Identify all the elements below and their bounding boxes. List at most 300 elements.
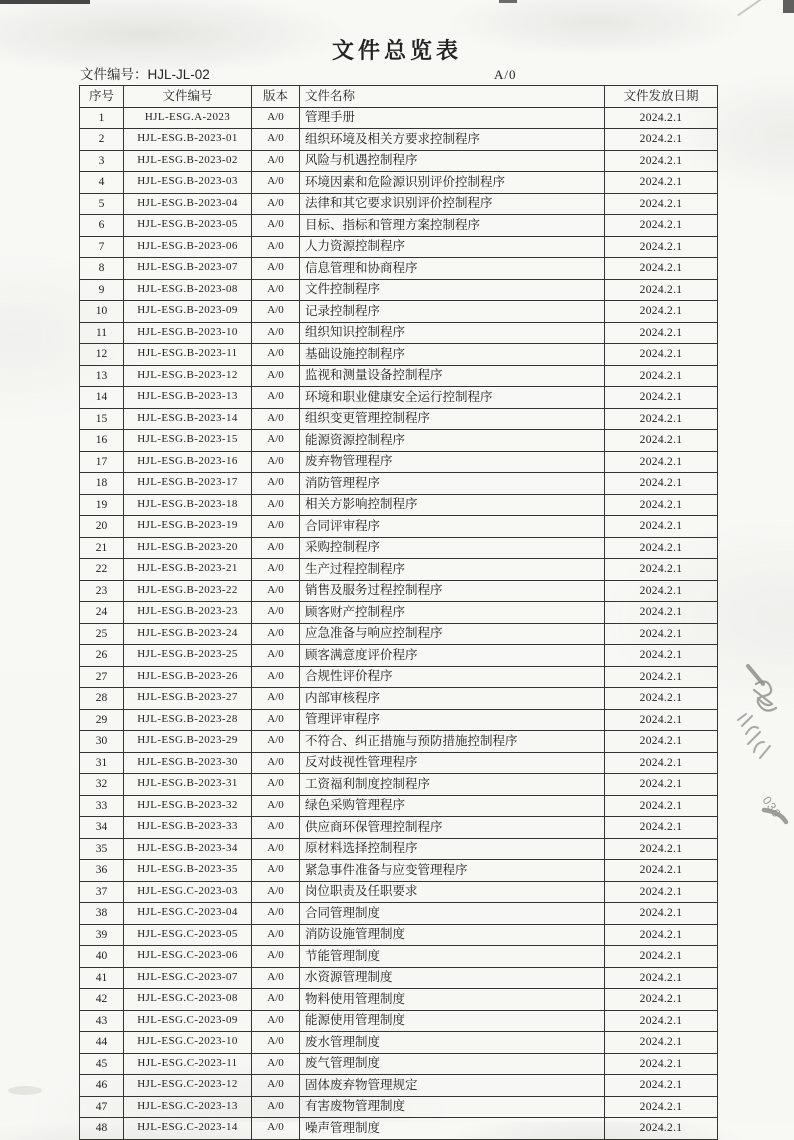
handwritten-mark bbox=[718, 632, 794, 842]
cell-seq: 22 bbox=[80, 559, 124, 581]
cell-version: A/0 bbox=[252, 193, 300, 215]
cell-version: A/0 bbox=[252, 1096, 300, 1118]
cell-version: A/0 bbox=[252, 258, 300, 280]
cell-doc-code: HJL-ESG.C-2023-10 bbox=[124, 1032, 252, 1054]
cell-version: A/0 bbox=[252, 387, 300, 409]
cell-version: A/0 bbox=[252, 408, 300, 430]
cell-seq: 5 bbox=[80, 193, 124, 215]
cell-version: A/0 bbox=[252, 1032, 300, 1054]
cell-doc-code: HJL-ESG.B-2023-19 bbox=[124, 516, 252, 538]
cell-seq: 35 bbox=[80, 838, 124, 860]
cell-version: A/0 bbox=[252, 752, 300, 774]
cell-seq: 31 bbox=[80, 752, 124, 774]
cell-doc-code: HJL-ESG.B-2023-09 bbox=[124, 301, 252, 323]
cell-doc-name: 基础设施控制程序 bbox=[300, 344, 605, 366]
cell-doc-code: HJL-ESG.B-2023-18 bbox=[124, 494, 252, 516]
cell-version: A/0 bbox=[252, 150, 300, 172]
cell-seq: 20 bbox=[80, 516, 124, 538]
table-header bbox=[80, 86, 718, 108]
cell-doc-code: HJL-ESG.C-2023-09 bbox=[124, 1010, 252, 1032]
column-header-version: 版本 bbox=[252, 86, 300, 108]
cell-doc-code: HJL-ESG.B-2023-20 bbox=[124, 537, 252, 559]
cell-release-date: 2024.2.1 bbox=[605, 150, 718, 172]
cell-doc-code: HJL-ESG.B-2023-08 bbox=[124, 279, 252, 301]
cell-doc-name: 能源资源控制程序 bbox=[300, 430, 605, 452]
cell-doc-code: HJL-ESG.B-2023-22 bbox=[124, 580, 252, 602]
cell-doc-name: 绿色采购管理程序 bbox=[300, 795, 605, 817]
cell-seq: 18 bbox=[80, 473, 124, 495]
cell-doc-code: HJL-ESG.B-2023-14 bbox=[124, 408, 252, 430]
cell-version: A/0 bbox=[252, 107, 300, 129]
scan-smudge bbox=[8, 1086, 42, 1095]
table-row bbox=[80, 1032, 718, 1054]
cell-version: A/0 bbox=[252, 494, 300, 516]
cell-seq: 43 bbox=[80, 1010, 124, 1032]
cell-version: A/0 bbox=[252, 623, 300, 645]
cell-version: A/0 bbox=[252, 301, 300, 323]
cell-doc-code: HJL-ESG.B-2023-24 bbox=[124, 623, 252, 645]
cell-version: A/0 bbox=[252, 946, 300, 968]
cell-doc-name: 风险与机遇控制程序 bbox=[300, 150, 605, 172]
cell-release-date: 2024.2.1 bbox=[605, 1075, 718, 1097]
cell-doc-name: 供应商环保管理控制程序 bbox=[300, 817, 605, 839]
page-title: 文件总览表 bbox=[331, 38, 462, 63]
cell-doc-name: 水资源管理制度 bbox=[300, 967, 605, 989]
cell-release-date: 2024.2.1 bbox=[605, 838, 718, 860]
table-row bbox=[80, 967, 718, 989]
cell-doc-name: 废弃物管理程序 bbox=[300, 451, 605, 473]
cell-version: A/0 bbox=[252, 881, 300, 903]
cell-doc-name: 顾客满意度评价程序 bbox=[300, 645, 605, 667]
cell-release-date: 2024.2.1 bbox=[605, 731, 718, 753]
cell-doc-code: HJL-ESG.B-2023-28 bbox=[124, 709, 252, 731]
cell-release-date: 2024.2.1 bbox=[605, 989, 718, 1011]
table-row bbox=[80, 1118, 718, 1140]
table-row bbox=[80, 236, 718, 258]
table-row bbox=[80, 924, 718, 946]
table-row bbox=[80, 279, 718, 301]
cell-doc-code: HJL-ESG.B-2023-32 bbox=[124, 795, 252, 817]
cell-doc-code: HJL-ESG.C-2023-13 bbox=[124, 1096, 252, 1118]
cell-doc-code: HJL-ESG.B-2023-05 bbox=[124, 215, 252, 237]
cell-doc-name: 工资福利制度控制程序 bbox=[300, 774, 605, 796]
cell-release-date: 2024.2.1 bbox=[605, 602, 718, 624]
cell-release-date: 2024.2.1 bbox=[605, 1053, 718, 1075]
cell-release-date: 2024.2.1 bbox=[605, 688, 718, 710]
cell-doc-code: HJL-ESG.B-2023-01 bbox=[124, 129, 252, 151]
cell-doc-name: 管理手册 bbox=[300, 107, 605, 129]
cell-seq: 19 bbox=[80, 494, 124, 516]
cell-seq: 33 bbox=[80, 795, 124, 817]
cell-doc-code: HJL-ESG.C-2023-12 bbox=[124, 1075, 252, 1097]
cell-seq: 26 bbox=[80, 645, 124, 667]
cell-seq: 41 bbox=[80, 967, 124, 989]
cell-doc-name: 废水管理制度 bbox=[300, 1032, 605, 1054]
revision-value: A/0 bbox=[494, 67, 517, 82]
cell-doc-name: 合同评审程序 bbox=[300, 516, 605, 538]
cell-seq: 21 bbox=[80, 537, 124, 559]
cell-version: A/0 bbox=[252, 322, 300, 344]
cell-version: A/0 bbox=[252, 365, 300, 387]
table-row bbox=[80, 430, 718, 452]
cell-seq: 3 bbox=[80, 150, 124, 172]
table-row bbox=[80, 215, 718, 237]
cell-release-date: 2024.2.1 bbox=[605, 408, 718, 430]
cell-release-date: 2024.2.1 bbox=[605, 645, 718, 667]
cell-version: A/0 bbox=[252, 688, 300, 710]
table-row bbox=[80, 473, 718, 495]
cell-version: A/0 bbox=[252, 344, 300, 366]
cell-version: A/0 bbox=[252, 1118, 300, 1140]
cell-seq: 30 bbox=[80, 731, 124, 753]
scan-edge-artifact bbox=[0, 0, 90, 4]
doc-number-label: 文件编号： bbox=[80, 67, 148, 82]
cell-release-date: 2024.2.1 bbox=[605, 279, 718, 301]
cell-version: A/0 bbox=[252, 559, 300, 581]
cell-doc-code: HJL-ESG.B-2023-31 bbox=[124, 774, 252, 796]
cell-version: A/0 bbox=[252, 215, 300, 237]
cell-doc-code: HJL-ESG.B-2023-30 bbox=[124, 752, 252, 774]
table-row bbox=[80, 365, 718, 387]
table-row bbox=[80, 946, 718, 968]
cell-release-date: 2024.2.1 bbox=[605, 365, 718, 387]
cell-doc-name: 内部审核程序 bbox=[300, 688, 605, 710]
cell-doc-name: 文件控制程序 bbox=[300, 279, 605, 301]
cell-release-date: 2024.2.1 bbox=[605, 236, 718, 258]
cell-doc-name: 原材料选择控制程序 bbox=[300, 838, 605, 860]
table-row bbox=[80, 860, 718, 882]
column-header-date: 文件发放日期 bbox=[605, 86, 718, 108]
cell-release-date: 2024.2.1 bbox=[605, 322, 718, 344]
cell-doc-code: HJL-ESG.C-2023-07 bbox=[124, 967, 252, 989]
column-header-name: 文件名称 bbox=[300, 86, 605, 108]
cell-doc-code: HJL-ESG.B-2023-16 bbox=[124, 451, 252, 473]
cell-release-date: 2024.2.1 bbox=[605, 946, 718, 968]
cell-doc-name: 反对歧视性管理程序 bbox=[300, 752, 605, 774]
cell-release-date: 2024.2.1 bbox=[605, 924, 718, 946]
cell-doc-name: 组织环境及相关方要求控制程序 bbox=[300, 129, 605, 151]
cell-doc-code: HJL-ESG.B-2023-10 bbox=[124, 322, 252, 344]
cell-version: A/0 bbox=[252, 709, 300, 731]
cell-doc-code: HJL-ESG.B-2023-25 bbox=[124, 645, 252, 667]
cell-release-date: 2024.2.1 bbox=[605, 903, 718, 925]
cell-release-date: 2024.2.1 bbox=[605, 344, 718, 366]
cell-release-date: 2024.2.1 bbox=[605, 817, 718, 839]
cell-release-date: 2024.2.1 bbox=[605, 258, 718, 280]
cell-release-date: 2024.2.1 bbox=[605, 430, 718, 452]
cell-doc-code: HJL-ESG.B-2023-04 bbox=[124, 193, 252, 215]
cell-seq: 8 bbox=[80, 258, 124, 280]
cell-release-date: 2024.2.1 bbox=[605, 752, 718, 774]
cell-doc-name: 能源使用管理制度 bbox=[300, 1010, 605, 1032]
cell-seq: 44 bbox=[80, 1032, 124, 1054]
cell-doc-code: HJL-ESG.B-2023-35 bbox=[124, 860, 252, 882]
table-row bbox=[80, 494, 718, 516]
cell-release-date: 2024.2.1 bbox=[605, 1096, 718, 1118]
table-row bbox=[80, 516, 718, 538]
cell-doc-name: 消防设施管理制度 bbox=[300, 924, 605, 946]
cell-seq: 27 bbox=[80, 666, 124, 688]
cell-doc-name: 固体废弃物管理规定 bbox=[300, 1075, 605, 1097]
cell-doc-code: HJL-ESG.C-2023-03 bbox=[124, 881, 252, 903]
table-row bbox=[80, 709, 718, 731]
cell-doc-code: HJL-ESG.B-2023-12 bbox=[124, 365, 252, 387]
cell-version: A/0 bbox=[252, 903, 300, 925]
cell-seq: 28 bbox=[80, 688, 124, 710]
cell-seq: 47 bbox=[80, 1096, 124, 1118]
cell-version: A/0 bbox=[252, 129, 300, 151]
cell-doc-code: HJL-ESG.C-2023-11 bbox=[124, 1053, 252, 1075]
table-row bbox=[80, 344, 718, 366]
cell-doc-name: 废气管理制度 bbox=[300, 1053, 605, 1075]
column-header-code: 文件编号 bbox=[124, 86, 252, 108]
cell-seq: 36 bbox=[80, 860, 124, 882]
table-row bbox=[80, 129, 718, 151]
cell-seq: 9 bbox=[80, 279, 124, 301]
table-row bbox=[80, 172, 718, 194]
cell-release-date: 2024.2.1 bbox=[605, 967, 718, 989]
cell-release-date: 2024.2.1 bbox=[605, 1118, 718, 1140]
table-row bbox=[80, 322, 718, 344]
cell-doc-code: HJL-ESG.B-2023-13 bbox=[124, 387, 252, 409]
cell-release-date: 2024.2.1 bbox=[605, 709, 718, 731]
cell-release-date: 2024.2.1 bbox=[605, 107, 718, 129]
cell-seq: 11 bbox=[80, 322, 124, 344]
scan-edge-artifact bbox=[499, 0, 517, 3]
cell-seq: 24 bbox=[80, 602, 124, 624]
cell-release-date: 2024.2.1 bbox=[605, 451, 718, 473]
table-row bbox=[80, 731, 718, 753]
cell-release-date: 2024.2.1 bbox=[605, 193, 718, 215]
cell-doc-code: HJL-ESG.B-2023-17 bbox=[124, 473, 252, 495]
cell-version: A/0 bbox=[252, 838, 300, 860]
cell-release-date: 2024.2.1 bbox=[605, 623, 718, 645]
cell-doc-name: 合同管理制度 bbox=[300, 903, 605, 925]
cell-doc-code: HJL-ESG.B-2023-27 bbox=[124, 688, 252, 710]
cell-release-date: 2024.2.1 bbox=[605, 860, 718, 882]
cell-version: A/0 bbox=[252, 473, 300, 495]
table-row bbox=[80, 881, 718, 903]
cell-doc-name: 紧急事件准备与应变管理程序 bbox=[300, 860, 605, 882]
cell-doc-name: 监视和测量设备控制程序 bbox=[300, 365, 605, 387]
cell-release-date: 2024.2.1 bbox=[605, 516, 718, 538]
cell-doc-code: HJL-ESG.B-2023-03 bbox=[124, 172, 252, 194]
cell-seq: 34 bbox=[80, 817, 124, 839]
cell-version: A/0 bbox=[252, 774, 300, 796]
table-row bbox=[80, 451, 718, 473]
cell-doc-code: HJL-ESG.B-2023-26 bbox=[124, 666, 252, 688]
cell-doc-code: HJL-ESG.B-2023-33 bbox=[124, 817, 252, 839]
cell-release-date: 2024.2.1 bbox=[605, 580, 718, 602]
cell-version: A/0 bbox=[252, 516, 300, 538]
cell-doc-name: 节能管理制度 bbox=[300, 946, 605, 968]
cell-release-date: 2024.2.1 bbox=[605, 1032, 718, 1054]
cell-release-date: 2024.2.1 bbox=[605, 494, 718, 516]
cell-seq: 32 bbox=[80, 774, 124, 796]
table-row bbox=[80, 774, 718, 796]
cell-doc-name: 组织知识控制程序 bbox=[300, 322, 605, 344]
table-row bbox=[80, 580, 718, 602]
table-row bbox=[80, 602, 718, 624]
cell-version: A/0 bbox=[252, 236, 300, 258]
column-header-seq: 序号 bbox=[80, 86, 124, 108]
cell-doc-name: 应急准备与响应控制程序 bbox=[300, 623, 605, 645]
cell-doc-name: 物料使用管理制度 bbox=[300, 989, 605, 1011]
cell-doc-code: HJL-ESG.C-2023-05 bbox=[124, 924, 252, 946]
cell-version: A/0 bbox=[252, 1053, 300, 1075]
table-row bbox=[80, 1053, 718, 1075]
cell-release-date: 2024.2.1 bbox=[605, 559, 718, 581]
cell-doc-name: 岗位职责及任职要求 bbox=[300, 881, 605, 903]
cell-seq: 10 bbox=[80, 301, 124, 323]
cell-doc-name: 有害废物管理制度 bbox=[300, 1096, 605, 1118]
handwritten-number: 030 bbox=[759, 793, 785, 821]
cell-doc-name: 法律和其它要求识别评价控制程序 bbox=[300, 193, 605, 215]
cell-release-date: 2024.2.1 bbox=[605, 301, 718, 323]
cell-release-date: 2024.2.1 bbox=[605, 387, 718, 409]
scan-edge-artifact bbox=[783, 0, 794, 13]
cell-version: A/0 bbox=[252, 989, 300, 1011]
cell-seq: 6 bbox=[80, 215, 124, 237]
table-row bbox=[80, 817, 718, 839]
cell-seq: 40 bbox=[80, 946, 124, 968]
cell-release-date: 2024.2.1 bbox=[605, 774, 718, 796]
cell-version: A/0 bbox=[252, 967, 300, 989]
table-body bbox=[80, 107, 718, 1139]
cell-release-date: 2024.2.1 bbox=[605, 129, 718, 151]
cell-doc-name: 合规性评价程序 bbox=[300, 666, 605, 688]
table-row bbox=[80, 301, 718, 323]
table-row bbox=[80, 989, 718, 1011]
cell-doc-code: HJL-ESG.B-2023-34 bbox=[124, 838, 252, 860]
doc-number-value: HJL-JL-02 bbox=[147, 67, 210, 82]
cell-doc-name: 相关方影响控制程序 bbox=[300, 494, 605, 516]
table-row bbox=[80, 1075, 718, 1097]
cell-seq: 2 bbox=[80, 129, 124, 151]
table-row bbox=[80, 666, 718, 688]
cell-doc-code: HJL-ESG.C-2023-14 bbox=[124, 1118, 252, 1140]
cell-seq: 15 bbox=[80, 408, 124, 430]
cell-doc-code: HJL-ESG.B-2023-07 bbox=[124, 258, 252, 280]
cell-version: A/0 bbox=[252, 860, 300, 882]
cell-seq: 12 bbox=[80, 344, 124, 366]
cell-seq: 42 bbox=[80, 989, 124, 1011]
cell-doc-code: HJL-ESG.B-2023-29 bbox=[124, 731, 252, 753]
cell-version: A/0 bbox=[252, 1075, 300, 1097]
cell-version: A/0 bbox=[252, 666, 300, 688]
table-row bbox=[80, 150, 718, 172]
cell-doc-code: HJL-ESG.C-2023-04 bbox=[124, 903, 252, 925]
cell-version: A/0 bbox=[252, 172, 300, 194]
table-row bbox=[80, 1096, 718, 1118]
cell-release-date: 2024.2.1 bbox=[605, 881, 718, 903]
table-row bbox=[80, 795, 718, 817]
cell-seq: 1 bbox=[80, 107, 124, 129]
table-row bbox=[80, 107, 718, 129]
cell-version: A/0 bbox=[252, 451, 300, 473]
cell-release-date: 2024.2.1 bbox=[605, 537, 718, 559]
cell-release-date: 2024.2.1 bbox=[605, 473, 718, 495]
cell-seq: 39 bbox=[80, 924, 124, 946]
cell-seq: 29 bbox=[80, 709, 124, 731]
cell-seq: 4 bbox=[80, 172, 124, 194]
table-header-row bbox=[80, 86, 718, 108]
cell-doc-name: 采购控制程序 bbox=[300, 537, 605, 559]
cell-doc-code: HJL-ESG.B-2023-02 bbox=[124, 150, 252, 172]
cell-seq: 48 bbox=[80, 1118, 124, 1140]
cell-seq: 38 bbox=[80, 903, 124, 925]
cell-doc-name: 组织变更管理控制程序 bbox=[300, 408, 605, 430]
table-row bbox=[80, 903, 718, 925]
cell-release-date: 2024.2.1 bbox=[605, 1010, 718, 1032]
cell-seq: 45 bbox=[80, 1053, 124, 1075]
cell-seq: 16 bbox=[80, 430, 124, 452]
table-row bbox=[80, 408, 718, 430]
cell-doc-code: HJL-ESG.C-2023-08 bbox=[124, 989, 252, 1011]
cell-doc-name: 记录控制程序 bbox=[300, 301, 605, 323]
table-row bbox=[80, 537, 718, 559]
scan-crease-mark bbox=[737, 0, 763, 16]
table-row bbox=[80, 645, 718, 667]
table-row bbox=[80, 559, 718, 581]
cell-doc-code: HJL-ESG.B-2023-15 bbox=[124, 430, 252, 452]
table-row bbox=[80, 623, 718, 645]
cell-doc-name: 环境和职业健康安全运行控制程序 bbox=[300, 387, 605, 409]
cell-version: A/0 bbox=[252, 430, 300, 452]
cell-doc-code: HJL-ESG.B-2023-23 bbox=[124, 602, 252, 624]
cell-seq: 13 bbox=[80, 365, 124, 387]
cell-version: A/0 bbox=[252, 731, 300, 753]
cell-version: A/0 bbox=[252, 580, 300, 602]
cell-seq: 46 bbox=[80, 1075, 124, 1097]
cell-doc-name: 信息管理和协商程序 bbox=[300, 258, 605, 280]
cell-release-date: 2024.2.1 bbox=[605, 172, 718, 194]
table-row bbox=[80, 258, 718, 280]
table-row bbox=[80, 752, 718, 774]
cell-seq: 14 bbox=[80, 387, 124, 409]
cell-release-date: 2024.2.1 bbox=[605, 795, 718, 817]
document-overview-table bbox=[79, 85, 718, 1140]
cell-seq: 7 bbox=[80, 236, 124, 258]
table-row bbox=[80, 193, 718, 215]
cell-seq: 37 bbox=[80, 881, 124, 903]
cell-doc-name: 不符合、纠正措施与预防措施控制程序 bbox=[300, 731, 605, 753]
cell-version: A/0 bbox=[252, 537, 300, 559]
cell-doc-name: 管理评审程序 bbox=[300, 709, 605, 731]
cell-doc-name: 环境因素和危险源识别评价控制程序 bbox=[300, 172, 605, 194]
table-row bbox=[80, 387, 718, 409]
cell-release-date: 2024.2.1 bbox=[605, 215, 718, 237]
doc-number bbox=[80, 63, 210, 83]
cell-doc-code: HJL-ESG.C-2023-06 bbox=[124, 946, 252, 968]
cell-version: A/0 bbox=[252, 795, 300, 817]
cell-doc-name: 噪声管理制度 bbox=[300, 1118, 605, 1140]
cell-version: A/0 bbox=[252, 602, 300, 624]
cell-doc-name: 人力资源控制程序 bbox=[300, 236, 605, 258]
cell-doc-code: HJL-ESG.B-2023-21 bbox=[124, 559, 252, 581]
cell-version: A/0 bbox=[252, 645, 300, 667]
cell-seq: 25 bbox=[80, 623, 124, 645]
cell-version: A/0 bbox=[252, 1010, 300, 1032]
cell-release-date: 2024.2.1 bbox=[605, 666, 718, 688]
table-row bbox=[80, 1010, 718, 1032]
cell-version: A/0 bbox=[252, 279, 300, 301]
cell-doc-name: 生产过程控制程序 bbox=[300, 559, 605, 581]
cell-doc-name: 顾客财产控制程序 bbox=[300, 602, 605, 624]
cell-seq: 17 bbox=[80, 451, 124, 473]
cell-doc-code: HJL-ESG.B-2023-06 bbox=[124, 236, 252, 258]
cell-doc-code: HJL-ESG.A-2023 bbox=[124, 107, 252, 129]
